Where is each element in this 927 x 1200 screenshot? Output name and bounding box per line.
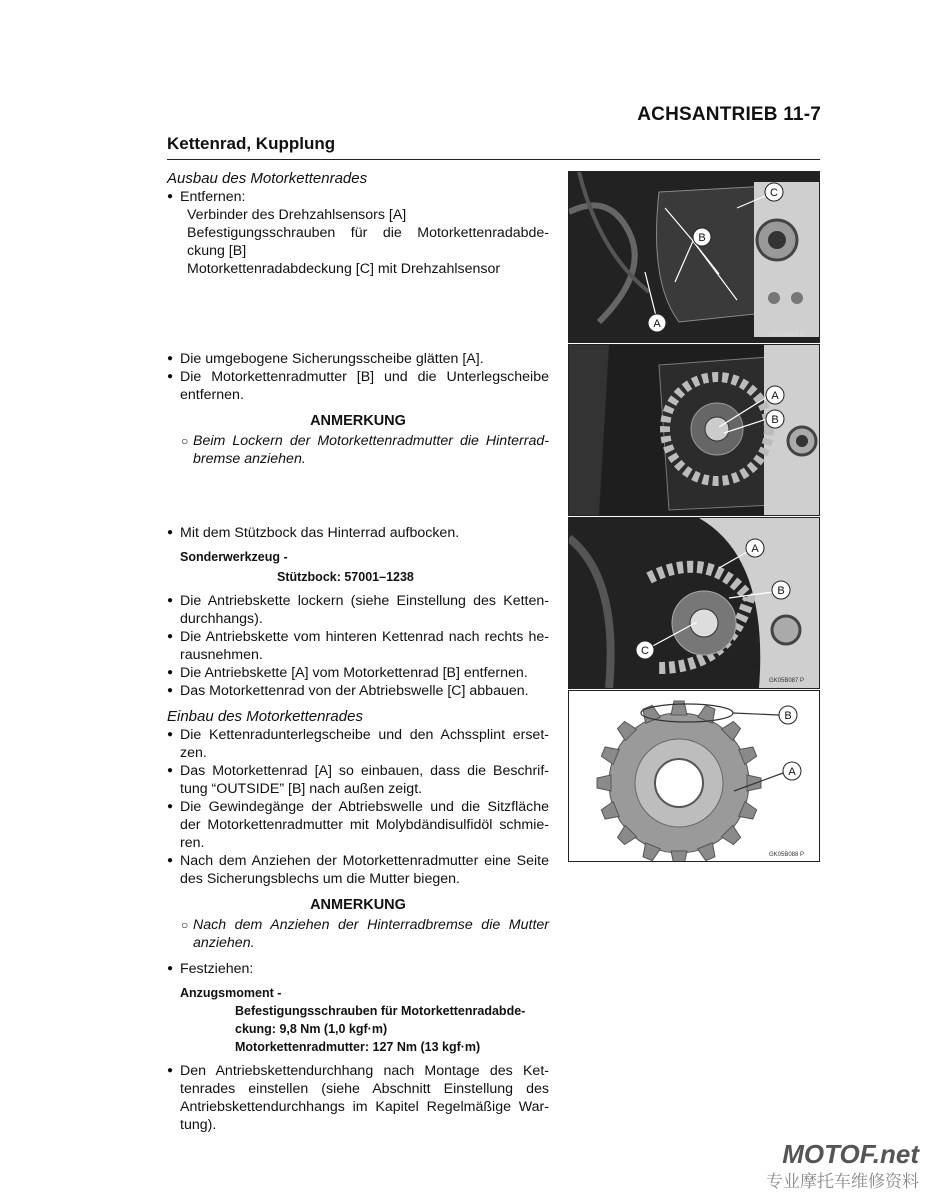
figure-label: B	[784, 710, 792, 722]
torque-heading: Anzugsmoment -	[180, 986, 282, 1000]
figure-sprocket-drawing	[569, 691, 819, 861]
figure-code: GK05B085 P	[769, 332, 805, 338]
bullet-step: ● Die Antriebskette lockern (siehe Einstellung des Ketten-durchhangs).	[167, 592, 549, 628]
bullet-step: ● Die Antriebskette vom hinteren Kettenrad nach rechts he-rausnehmen.	[167, 628, 549, 664]
figure-code: GK05B087 P	[769, 678, 805, 684]
figure-cover-drawing	[569, 172, 819, 342]
chapter-title: ACHSANTRIEB 11-7	[637, 104, 821, 125]
bullet-step: ● Die umgebogene Sicherungsscheibe glätten [A].	[167, 350, 549, 368]
figure-chain-photo	[568, 517, 820, 689]
remove-item: Befestigungsschrauben für die Motorkettenradabde-ckung [B]	[187, 225, 549, 259]
figure-nut-photo	[568, 344, 820, 516]
note-title: ANMERKUNG	[310, 897, 406, 913]
bullet-step: ● Die Gewindegänge der Abtriebswelle und die Sitzfläche der Motorkettenradmutter mit Molybdändisulfidöl schmie-ren.	[167, 798, 549, 852]
removal-heading: Ausbau des Motorkettenrades	[167, 170, 368, 187]
header-rule	[167, 159, 820, 160]
bullet-step: ● Mit dem Stützbock das Hinterrad aufbocken.	[167, 524, 549, 542]
bullet-step: ● Das Motorkettenrad von der Abtriebswelle [C] abbauen.	[167, 682, 549, 700]
section-title: Kettenrad, Kupplung	[167, 134, 336, 153]
watermark-brand: MOTOF.net	[782, 1139, 919, 1169]
remove-item: Motorkettenradabdeckung [C] mit Drehzahlsensor	[187, 261, 501, 277]
note-title: ANMERKUNG	[310, 413, 406, 429]
figure-label: A	[751, 543, 759, 555]
figure-sprocket-photo	[568, 690, 820, 862]
bullet-remove: ● Entfernen:	[167, 188, 549, 206]
figure-label: C	[641, 645, 649, 657]
bullet-step: ● Das Motorkettenrad [A] so einbauen, dass die Beschrif-tung “OUTSIDE” [B] nach außen zeigt.	[167, 762, 549, 798]
figure-label: B	[771, 414, 779, 426]
figure-label: A	[771, 390, 779, 402]
note-text: ○ Nach dem Anziehen der Hinterradbremse die Mutter anziehen.	[167, 916, 549, 952]
bullet-step: ● Nach dem Anziehen der Motorkettenradmutter eine Seite des Sicherungsblechs um die Mutter biegen.	[167, 852, 549, 888]
bullet-step: ● Den Antriebskettendurchhang nach Montage des Ket-tenrades einstellen (siehe Abschnitt Einstellung des Antriebskettendurchhangs im Kapitel Regelmäßige War-tung).	[167, 1062, 549, 1134]
figure-label: A	[653, 318, 661, 330]
bullet-step: ● Festziehen:	[167, 960, 549, 978]
figure-label: C	[770, 187, 778, 199]
figure-label: B	[777, 585, 785, 597]
figure-chain-drawing	[569, 518, 819, 688]
figure-nut-drawing	[569, 345, 819, 515]
bullet-step: ● Die Motorkettenradmutter [B] und die Unterlegscheibe entfernen.	[167, 368, 549, 404]
figure-label: B	[698, 232, 706, 244]
bullet-step: ● Die Kettenradunterlegscheibe und den Achssplint erset-zen.	[167, 726, 549, 762]
remove-item: Verbinder des Drehzahlsensors [A]	[187, 207, 407, 223]
special-tool-value: Stützbock: 57001–1238	[277, 570, 414, 584]
figure-label: A	[788, 766, 796, 778]
text-column	[167, 162, 549, 1134]
note-text: ○ Beim Lockern der Motorkettenradmutter die Hinterrad-bremse anziehen.	[167, 432, 549, 468]
install-heading: Einbau des Motorkettenrades	[167, 708, 363, 725]
special-tool-heading: Sonderwerkzeug -	[180, 550, 288, 564]
figure-cover-photo	[568, 171, 820, 343]
torque-value: Befestigungsschrauben für Motorkettenradabde-ckung: 9,8 Nm (1,0 kgf·m)	[235, 1004, 526, 1036]
figure-code: GK05B088 P	[769, 852, 805, 858]
watermark-tagline: 专业摩托车维修资料	[766, 1172, 919, 1191]
bullet-step: ● Die Antriebskette [A] vom Motorkettenrad [B] entfernen.	[167, 664, 549, 682]
torque-value: Motorkettenradmutter: 127 Nm (13 kgf·m)	[235, 1040, 481, 1054]
